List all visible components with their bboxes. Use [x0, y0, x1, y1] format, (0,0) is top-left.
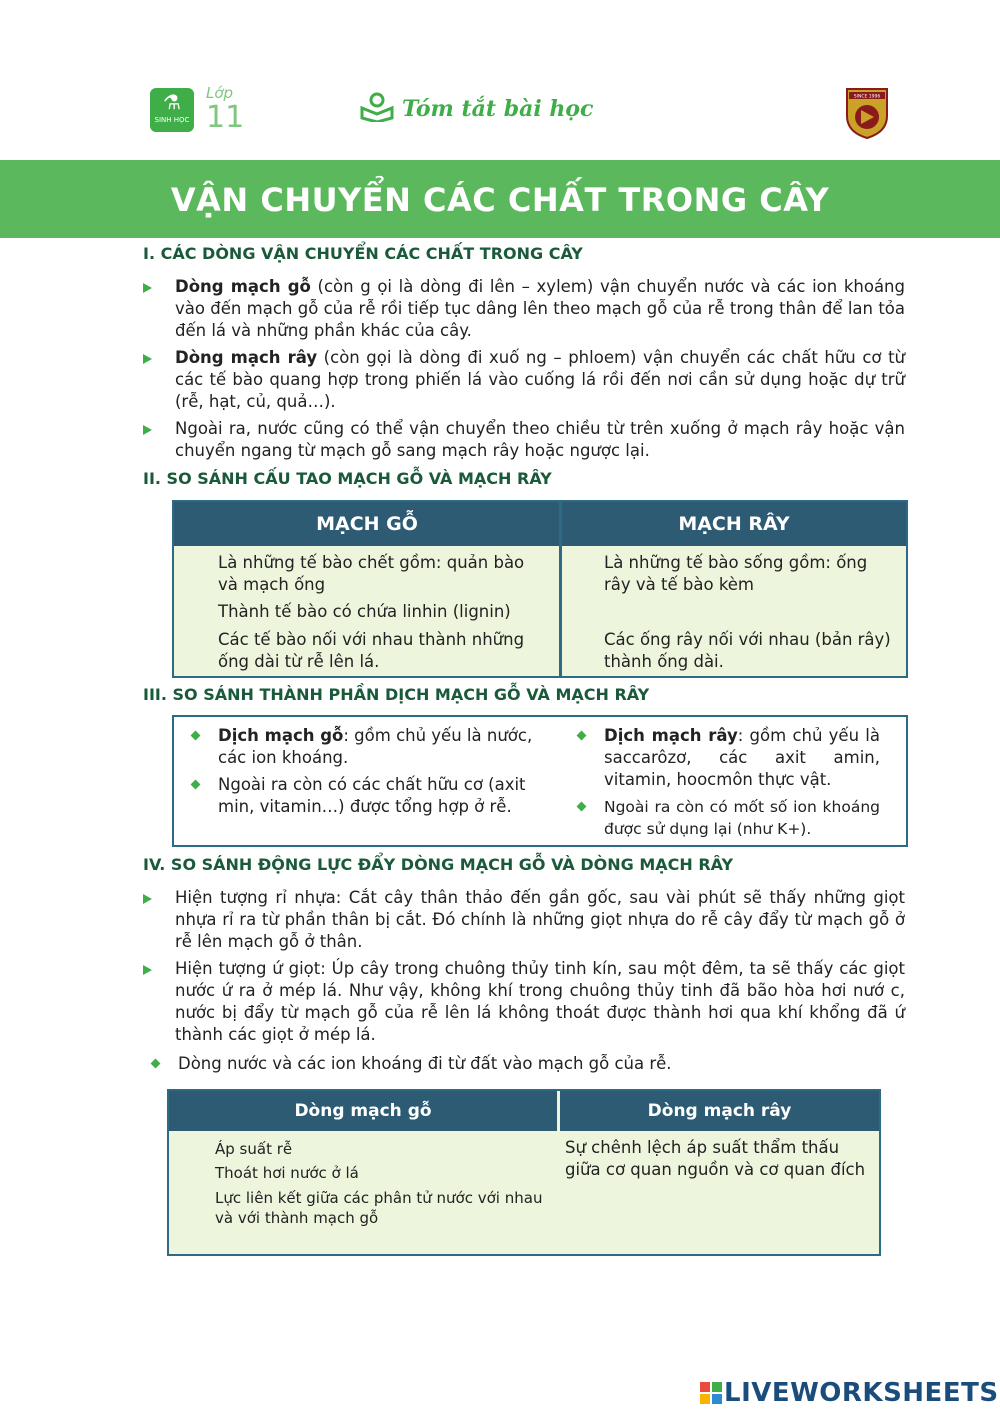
list-item: Dòng mạch rây (còn gọi là dòng đi xuố ng – phloem) vận chuyển các chất hữu cơ từ các tế bào quang hợp trong phiến lá vào cuống lá rồi đến nơi cần sử dụng hoặc dự trữ (rễ, hạt, củ, quả…). [143, 347, 905, 413]
section-4-heading: IV. SO SÁNH ĐỘNG LỰC ĐẨY DÒNG MẠCH GỖ VÀ DÒNG MẠCH RÂY [143, 855, 734, 874]
grade-number: 11 [206, 100, 245, 135]
xylem-sap-list [192, 725, 536, 823]
table-header-phloem-flow: Dòng mạch rây [560, 1091, 879, 1131]
diamond-bullet-icon [191, 780, 201, 790]
structure-comparison-table [172, 500, 908, 678]
list-item: Dịch mạch rây: gồm chủ yếu là saccarôzơ, các axit amin, vitamin, hoocmôn thực vật. [578, 725, 880, 791]
column-divider [559, 502, 562, 676]
subject-badge-label: SINH HỌC [154, 116, 190, 124]
xylem-force-3: Lực liên kết giữa các phân tử nước với nhau và với thành mạch gỗ [215, 1189, 543, 1227]
microscope-icon: ⚗ [163, 90, 181, 114]
book-icon [360, 92, 394, 122]
section-1-heading: I. CÁC DÒNG VẬN CHUYỂN CÁC CHẤT TRONG CÂY [143, 244, 583, 263]
diamond-bullet-icon [577, 731, 587, 741]
diamond-bullet-icon [151, 1059, 161, 1069]
list-item: Ngoài ra, nước cũng có thể vận chuyển theo chiều từ trên xuống ở mạch rây hoặc vận chuyển ngang từ mạch gỗ sang mạch rây hoặc ngược lại. [143, 418, 905, 462]
section-2-heading: II. SO SÁNH CẤU TAO MẠCH GỖ VÀ MẠCH RÂY [143, 469, 552, 488]
logo-text: SINCE 1996 [853, 94, 881, 100]
phloem-sap-list [578, 725, 880, 845]
section-3-heading: III. SO SÁNH THÀNH PHẦN DỊCH MẠCH GỖ VÀ MẠCH RÂY [143, 685, 650, 704]
list-item: Ngoài ra còn có mốt số ion khoáng được sử dụng lại (như K+). [578, 796, 880, 840]
list-item: Hiện tượng rỉ nhựa: Cắt cây thân thảo đến gần gốc, sau vài phút sẽ thấy những giọt nhựa rỉ ra từ phần thân bị cắt. Đó chính là những giọt nhựa do rễ cây đẩy từ mạch gỗ ở rễ lên mạch gỗ ở thân. [143, 887, 905, 953]
school-logo [844, 86, 890, 140]
diamond-bullet-icon [191, 731, 201, 741]
arrow-bullet-icon [143, 894, 152, 904]
table-header-xylem-flow: Dòng mạch gỗ [169, 1091, 557, 1131]
list-item: Ngoài ra còn có các chất hữu cơ (axit min, vitamin…) được tổng hợp ở rễ. [192, 774, 536, 818]
list-item: Dòng nước và các ion khoáng đi từ đất vào mạch gỗ của rễ. [152, 1053, 892, 1075]
xylem-force-2: Thoát hơi nước ở lá [215, 1164, 359, 1182]
brand-text: LIVEWORKSHEETS [724, 1378, 999, 1408]
list-item: Dòng mạch gỗ (còn g ọi là dòng đi lên – xylem) vận chuyển nước và các ion khoáng vào đến mạch gỗ của rễ rồi tiếp tục dâng lên theo mạch gỗ của rễ trong thân để lan tỏa đến lá và những phần khác của cây. [143, 276, 905, 342]
phloem-cell-1: Là những tế bào sống gồm: ống rây và tế bào kèm [604, 553, 868, 594]
list-item: Dịch mạch gỗ: gồm chủ yếu là nước, các ion khoáng. [192, 725, 536, 769]
subject-badge [150, 88, 194, 132]
arrow-bullet-icon [143, 283, 152, 293]
driving-force-table [167, 1089, 881, 1256]
section-4-note [152, 1053, 892, 1080]
phloem-cell-2: Các ống rây nối với nhau (bản rây) thành ống dài. [604, 630, 891, 671]
xylem-cell-1: Là những tế bào chết gồm: quản bào và mạch ống [218, 553, 525, 594]
table-header-xylem: MẠCH GỖ [174, 502, 560, 546]
sap-composition-table [172, 715, 908, 847]
xylem-cell-3: Các tế bào nối với nhau thành những ống dài từ rễ lên lá. [218, 630, 525, 671]
arrow-bullet-icon [143, 354, 152, 364]
xylem-cell-2: Thành tế bào có chứa linhin (lignin) [218, 602, 511, 621]
list-item: Hiện tượng ứ giọt: Úp cây trong chuông thủy tinh kín, sau một đêm, ta sẽ thấy các giọt nước ứ ra ở mép lá. Như vậy, không khí trong chuông thủy tinh đã bão hòa hơi nướ c, nước bị đẩy từ mạch gỗ của rễ lên lá không thoát được thành hơi qua khí khổng đã ứ thành các giọt ở mép lá. [143, 958, 905, 1046]
arrow-bullet-icon [143, 965, 152, 975]
liveworksheets-logo [700, 1378, 999, 1408]
arrow-bullet-icon [143, 425, 152, 435]
phloem-force-1: Sự chênh lệch áp suất thẩm thấu giữa cơ quan nguồn và cơ quan đích [565, 1138, 866, 1179]
page-title: VẬN CHUYỂN CÁC CHẤT TRONG CÂY [0, 160, 1000, 238]
section-4-list [143, 887, 905, 1051]
table-header-phloem: MẠCH RÂY [562, 502, 906, 546]
summary-title: Tóm tắt bài học [402, 96, 594, 122]
liveworksheets-icon [700, 1382, 722, 1404]
xylem-force-1: Áp suất rễ [215, 1140, 293, 1158]
section-1-list [143, 276, 905, 467]
grade-label: Lớp [206, 84, 234, 102]
diamond-bullet-icon [577, 802, 587, 812]
